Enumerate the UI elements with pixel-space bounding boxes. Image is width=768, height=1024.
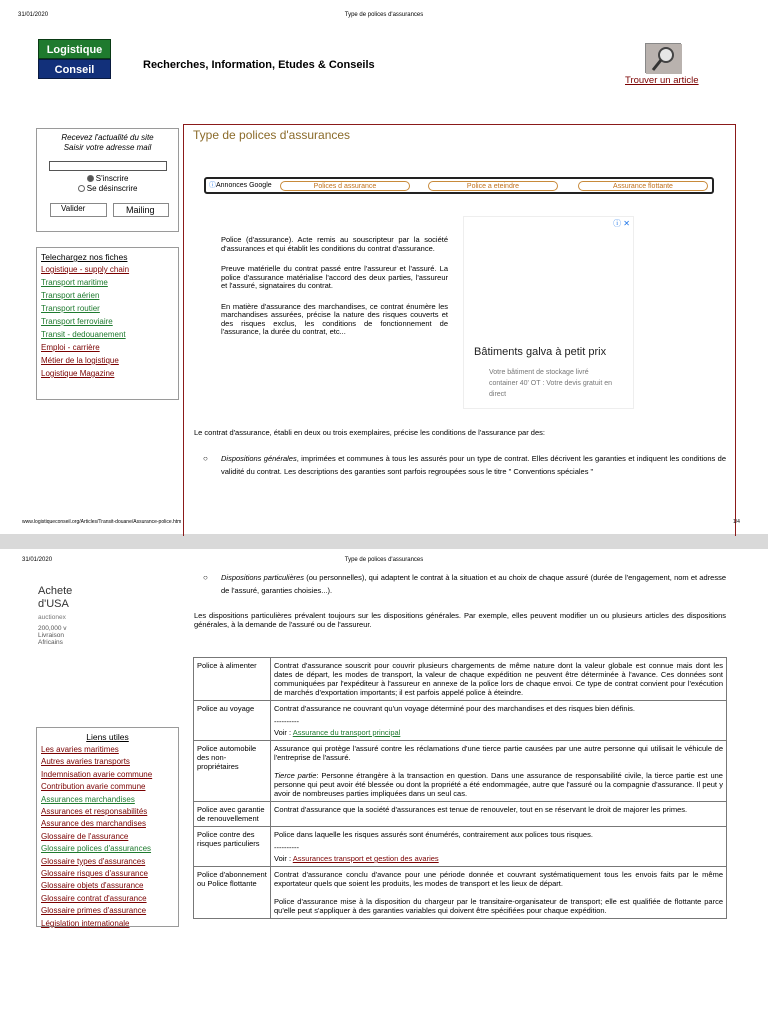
fiches-box — [36, 247, 179, 400]
table-value-cell — [271, 802, 727, 827]
bullet-particular: ○ Dispositions particulières (ou personnelles), qui adaptent le contrat à la situation et au choix de chaque assuré (durée de l'engagement, nom et adresse de l'assuré, garanties choisies...). — [203, 573, 726, 595]
info-icon: ⓘ — [209, 182, 216, 189]
table-row — [194, 741, 727, 802]
logo-line-1: Logistique — [38, 39, 111, 59]
side-link[interactable]: Transport maritime — [41, 278, 108, 287]
side-link[interactable]: Contribution avarie commune — [41, 782, 146, 792]
intro-paragraph-1: Police (d'assurance). Acte remis au souscripteur par la société d'assurances et qui établit les conditions du contrat d'assurance. — [221, 235, 448, 253]
newsletter-subtitle: Saisir votre adresse mail — [63, 143, 152, 152]
side-link[interactable]: Législation internationale — [41, 918, 130, 928]
table-text: Police dans laquelle les risques assurés sont énumérés, contrairement aux polices tous risques. — [274, 830, 593, 839]
table-text: Contrat d'assurance souscrit pour couvrir plusieurs chargements de même nature dont la valeur globale est connue mais dont les dates de départ, les modes de transport, la valeur de chaque expédition ne peuvent être déterminée à l'avance. Ces données sont communiquées par l'expéditeur à l'assureur en annexe de la police lors de chaque envoi. Ce type de contrat convient pour l'exécution de marchés d'exportation importants; il est parfois appelé police à éteindre. — [274, 661, 723, 697]
table-row — [194, 658, 727, 701]
table-text-2: Tierce partie: Personne étrangère à la transaction en question. Dans une assurance de responsabilité civile, la tierce partie est une personne qui peut avoir été blessée ou dont la propriété a été endommagée, autre que l'assuré ou la compagnie d'assurance. Il peut y avoir de nombreuses parties impliquées dans un seul cas. — [274, 771, 723, 798]
page-title: Type de polices d'assurances — [193, 128, 351, 142]
side-ad-line-4: Africains — [38, 639, 63, 646]
liens-utiles-list — [41, 744, 174, 930]
ad-text: Votre bâtiment de stockage livré container 40' OT : Votre devis gratuit en direct — [489, 369, 612, 398]
table-see-also: Voir : Assurances transport et gestion des avaries — [274, 854, 439, 863]
table-separator: ---------- — [274, 843, 299, 852]
side-link[interactable]: Transit - dedouanement — [41, 330, 126, 339]
magnifier-icon[interactable] — [645, 43, 681, 73]
newsletter-box — [36, 128, 179, 232]
side-ad[interactable] — [38, 571, 84, 691]
table-text-2: Police d'assurance mise à la disposition du chargeur par le transitaire-organisateur de transport; elle est qualifiée de flottante parce qu'elle peut s'appliquer à des garanties variables qui doivent être spécifiées pour chaque expédition. — [274, 897, 723, 915]
table-text: Contrat d'assurance conclu d'avance pour une période donnée et couvrant systématiquement tous les envois faits par le même exportateur quels que soient les produits, les modes de transport et les lieux de départ. — [274, 870, 723, 888]
find-article-link[interactable]: Trouver un article — [625, 75, 699, 86]
table-text: Contrat d'assurance ne couvrant qu'un voyage déterminé pour des marchandises et des risques bien définis. — [274, 704, 635, 713]
table-key-cell: Police contre des risques particuliers — [194, 827, 271, 867]
ad-choices-icon[interactable]: ⓘ ✕ — [613, 219, 630, 228]
fiches-list — [41, 263, 174, 380]
page-footer-number: 1/4 — [733, 519, 740, 525]
table-value-cell — [271, 658, 727, 701]
intro-text — [221, 236, 448, 337]
table-separator: ---------- — [274, 717, 299, 726]
side-link[interactable]: Glossaire de l'assurance — [41, 831, 129, 841]
page-header-title: Type de polices d'assurances — [344, 12, 424, 18]
side-link[interactable]: Les avaries maritimes — [41, 745, 119, 754]
side-link[interactable]: Glossaire objets d'assurance — [41, 881, 144, 891]
side-ad-title-1: Achete — [38, 585, 73, 597]
bullet-icon: ○ — [203, 573, 208, 582]
side-ad-title-2: d'USA — [38, 598, 69, 610]
bullet-general: ○ Dispositions générales, imprimées et communes à tous les assurés pour un type de contrat. Elles décrivent les garanties et indiquent les conditions de validité du contrat. Les descriptions des garanties sont parfois regroupées sous le titre " Conventions spéciales " — [203, 454, 726, 476]
ad-title[interactable]: Bâtiments galva à petit prix — [474, 346, 607, 358]
table-link[interactable]: Assurances transport et gestion des avaries — [292, 854, 439, 863]
side-ad-line-2: 200,000 v — [38, 625, 67, 632]
display-ad[interactable] — [463, 216, 634, 409]
side-link[interactable]: Autres avaries transports — [41, 757, 130, 767]
fiches-title: Telechargez nos fiches — [41, 252, 128, 262]
page-header-title: Type de polices d'assurances — [344, 557, 424, 563]
table-link[interactable]: Assurance du transport principal — [292, 728, 401, 737]
side-link[interactable]: Assurances marchandises — [41, 794, 135, 804]
newsletter-title: Recevez l'actualité du site — [61, 133, 154, 142]
intro-paragraph-3: En matière d'assurance des marchandises, ce contrat énumère les marchandises assurées, précise la nature des risques couverts et des risques exclus, les conditions de fonctionnement de l'assurance, la durée du contrat, etc... — [221, 301, 448, 336]
side-link[interactable]: Transport ferroviaire — [41, 317, 113, 326]
table-see-also: Voir : Assurance du transport principal — [274, 728, 401, 737]
table-value-cell — [271, 827, 727, 867]
validate-button[interactable]: Valider — [50, 203, 107, 217]
side-link[interactable]: Assurance des marchandises — [41, 819, 146, 829]
side-link[interactable]: Transport aérien — [41, 291, 100, 300]
table-key-cell: Police avec garantie de renouvellement — [194, 802, 271, 827]
site-logo[interactable] — [38, 39, 111, 79]
side-ad-line-3: Livraison — [38, 632, 65, 639]
side-link[interactable]: Glossaire risques d'assurance — [41, 869, 148, 879]
ads-label: ⓘAnnonces Google — [209, 182, 272, 189]
side-link[interactable]: Glossaire contrat d'assurance — [41, 893, 147, 903]
side-link[interactable]: Glossaire primes d'assurance — [41, 906, 147, 916]
ad-pill-1[interactable]: Polices d assurance — [280, 181, 410, 191]
side-link[interactable]: Emploi - carrière — [41, 343, 100, 352]
side-link[interactable]: Transport routier — [41, 304, 100, 313]
side-link[interactable]: Indemnisation avarie commune — [41, 769, 153, 779]
table-row — [194, 867, 727, 919]
contract-intro: Le contrat d'assurance, établi en deux ou trois exemplaires, précise les conditions de l'assurance par des: — [194, 428, 545, 437]
side-link[interactable]: Assurances et responsabilités — [41, 807, 148, 817]
table-row — [194, 802, 727, 827]
side-link[interactable]: Glossaire types d'assurances — [41, 856, 146, 866]
table-key-cell: Police automobile des non-propriétaires — [194, 741, 271, 802]
table-value-cell — [271, 741, 727, 802]
page-header-date: 31/01/2020 — [18, 12, 49, 18]
table-value-cell — [271, 701, 727, 741]
policy-table — [193, 657, 727, 919]
mailing-button[interactable]: Mailing — [113, 203, 169, 217]
liens-utiles-title: Liens utiles — [86, 732, 129, 742]
pdf-page-2 — [0, 549, 768, 1024]
ad-pill-3[interactable]: Assurance flottante — [578, 181, 708, 191]
unsubscribe-option[interactable]: Se désinscrire — [37, 184, 178, 193]
email-input[interactable] — [49, 161, 167, 171]
radio-unchecked-icon[interactable] — [78, 185, 85, 192]
liens-utiles-box — [36, 727, 179, 927]
table-value-cell — [271, 867, 727, 919]
side-link[interactable]: Logistique - supply chain — [41, 265, 130, 274]
side-ad-line-1: auctionex — [38, 614, 66, 621]
page-footer-url: www.logistiqueconseil.org/Articles/Transit-douane/Assurance-police.htm — [22, 519, 182, 525]
ad-pill-2[interactable]: Police a eteindre — [428, 181, 558, 191]
site-tagline: Recherches, Information, Etudes & Conseils — [143, 59, 375, 71]
table-row — [194, 701, 727, 741]
subscribe-option[interactable]: S'inscrire — [37, 174, 178, 183]
table-key-cell: Police à alimenter — [194, 658, 271, 701]
intro-paragraph-2: Preuve matérielle du contrat passé entre l'assureur et l'assuré. La police d'assurance matérialise l'accord des deux parties, l'assureur et l'assuré, signataires du contrat. — [221, 264, 448, 290]
table-row — [194, 827, 727, 867]
bullet-icon: ○ — [203, 454, 208, 463]
table-key-cell: Police d'abonnement ou Police flottante — [194, 867, 271, 919]
page-header-date: 31/01/2020 — [22, 557, 53, 563]
logo-line-2: Conseil — [38, 59, 111, 79]
table-text: Contrat d'assurance que la société d'assurances est tenue de renouveler, tout en se réservant le droit de majorer les primes. — [274, 805, 688, 814]
table-key-cell: Police au voyage — [194, 701, 271, 741]
side-link[interactable]: Logistique Magazine — [41, 369, 115, 378]
radio-checked-icon[interactable] — [87, 175, 94, 182]
side-link[interactable]: Métier de la logistique — [41, 356, 119, 365]
google-ads-bar — [204, 177, 714, 194]
side-link[interactable]: Glossaire polices d'assurances — [41, 844, 152, 854]
particular-note: Les dispositions particulières prévalent toujours sur les dispositions générales. Par exemple, elles peuvent modifier un ou plusieurs articles des dispositions générales, à la demande de l'assuré ou de l'assureur. — [194, 611, 726, 629]
table-text: Assurance qui protège l'assuré contre les réclamations d'une tierce partie causées par une autre personne qui utilisait le véhicule de l'entreprise de l'assuré. — [274, 744, 723, 762]
